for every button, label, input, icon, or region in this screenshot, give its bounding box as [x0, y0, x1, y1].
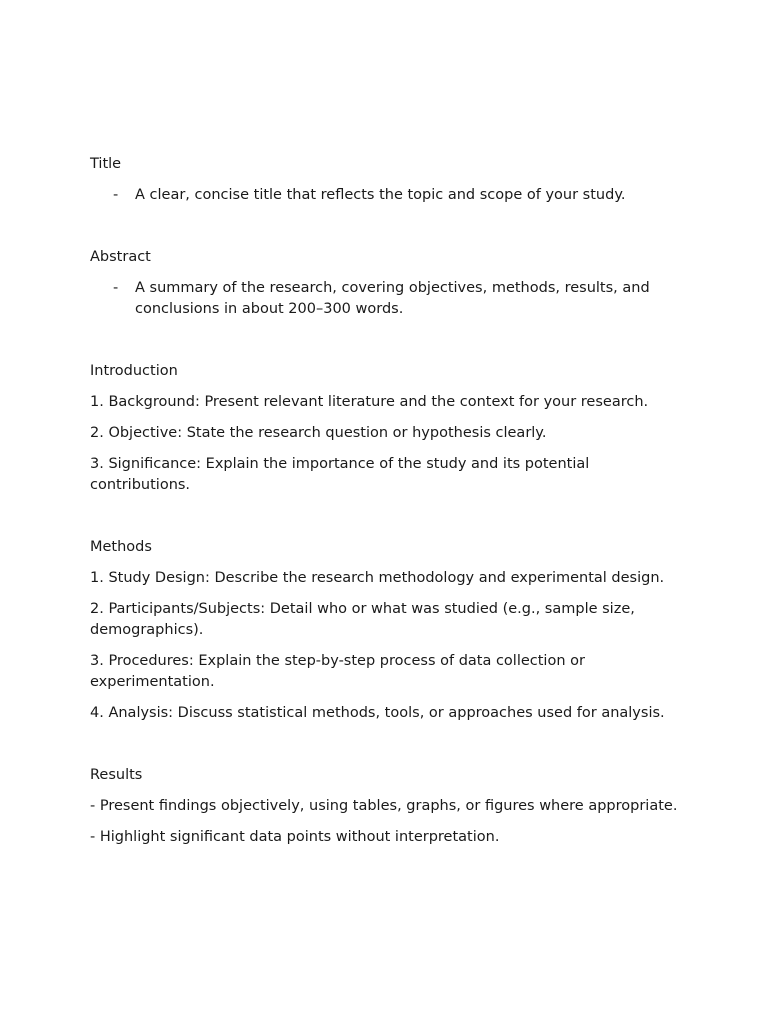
title-section — [90, 154, 690, 206]
bullet-item — [90, 185, 690, 206]
bullet-marker: - — [113, 187, 119, 203]
list-item: 2. Participants/Subjects: Detail who or what was studied (e.g., sample size, demographics). — [90, 601, 635, 638]
section-heading-title: Title — [90, 156, 122, 172]
list-item: 1. Background: Present relevant literature and the context for your research. — [90, 394, 649, 410]
list-item: 4. Analysis: Discuss statistical methods, tools, or approaches used for analysis. — [90, 705, 665, 721]
section-heading-abstract: Abstract — [90, 249, 151, 265]
section-heading-methods: Methods — [90, 539, 152, 555]
document-page — [90, 154, 690, 889]
list-item: 3. Procedures: Explain the step-by-step process of data collection or experimentation. — [90, 653, 585, 690]
section-heading-results: Results — [90, 767, 143, 783]
bullet-text: A summary of the research, covering objectives, methods, results, and conclusions in about 200–300 words. — [135, 280, 650, 317]
bullet-marker: - — [113, 280, 119, 296]
bullet-text: A clear, concise title that reflects the topic and scope of your study. — [135, 187, 626, 203]
introduction-section — [90, 361, 690, 496]
list-item: 1. Study Design: Describe the research methodology and experimental design. — [90, 570, 665, 586]
list-item: - Highlight significant data points without interpretation. — [90, 829, 500, 845]
section-heading-introduction: Introduction — [90, 363, 178, 379]
results-section — [90, 765, 690, 848]
abstract-section — [90, 247, 690, 320]
methods-section — [90, 537, 690, 724]
list-item: 2. Objective: State the research question or hypothesis clearly. — [90, 425, 547, 441]
list-item: 3. Significance: Explain the importance of the study and its potential contributions. — [90, 456, 590, 493]
bullet-item — [90, 278, 690, 320]
list-item: - Present findings objectively, using tables, graphs, or figures where appropriate. — [90, 798, 678, 814]
